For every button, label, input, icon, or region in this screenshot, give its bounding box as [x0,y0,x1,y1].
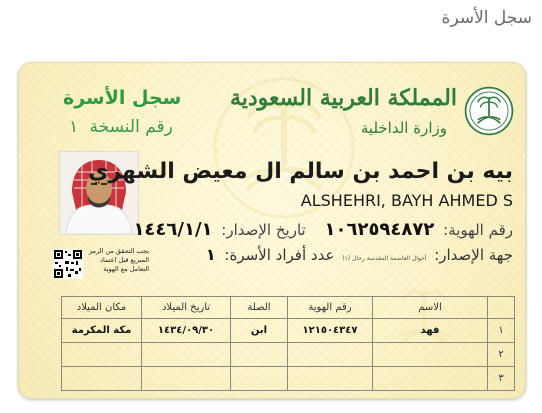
member-relation: ابن [231,319,288,343]
holder-name-arabic: بيه بن احمد بن سالم ال معيض الشهري [88,159,513,184]
page-title: سجل الأسرة [441,8,532,28]
table-header-row [62,297,515,319]
member-birth-place [62,367,142,391]
registry-title: سجل الأسرة [63,87,182,109]
id-issue-row [129,219,513,240]
ministry-emblem-icon [463,85,515,137]
member-birth-place [62,343,142,367]
member-relation [231,343,288,367]
member-birth-date [142,367,231,391]
table-row [62,367,515,391]
ministry-title: المملكة العربية السعودية [229,85,457,111]
row-index: ٢ [488,343,515,367]
qr-verification-note: يجب التحقق من الرمز السريع قبل اعتماد التعامل مع الهوية [88,247,149,273]
issuer-value: أحوال العاصمة المقدسة رجال (١) [342,255,427,262]
id-number-value: ١٠٦٢٥٩٤٨٧٢ [324,219,435,240]
header-name: الاسم [373,297,488,319]
row-index: ٣ [488,367,515,391]
member-name [373,367,488,391]
header-relation: الصلة [231,297,288,319]
issue-date-value: ١٤٤٦/١/١ [133,219,213,240]
holder-name-english: ALSHEHRI, BAYH AHMED S [300,191,513,210]
header-birth-date: تاريخ الميلاد [142,297,231,319]
issue-date-label: تاريخ الإصدار: [221,221,306,239]
issuer-members-row [206,245,513,264]
header-birth-place: مكان الميلاد [62,297,142,319]
member-birth-date [142,343,231,367]
member-name [373,343,488,367]
header-id-number: رقم الهوية [288,297,373,319]
qr-code-icon[interactable] [53,249,83,279]
header-index [488,297,515,319]
member-id-number [288,367,373,391]
table-row [62,343,515,367]
members-count-value: ١ [205,245,216,264]
copy-number-label: رقم النسخة [89,117,173,137]
copy-number-line [63,117,173,137]
row-index: ١ [488,319,515,343]
member-relation [231,367,288,391]
copy-number-value: ١ [69,117,79,137]
ministry-subtitle: وزارة الداخلية [360,119,447,137]
family-members-table [61,296,515,391]
member-id-number: ١٢١٥٠٤٣٤٧ [288,319,373,343]
member-birth-place: مكة المكرمة [62,319,142,343]
member-id-number [288,343,373,367]
table-row [62,319,515,343]
family-registry-card [18,62,526,399]
members-count-label: عدد أفراد الأسرة: [224,246,335,264]
member-birth-date: ١٤٣٤/٠٩/٣٠ [142,319,231,343]
issuer-label: جهة الإصدار: [434,246,513,264]
member-name: فهد [373,319,488,343]
id-number-label: رقم الهوية: [443,221,513,239]
